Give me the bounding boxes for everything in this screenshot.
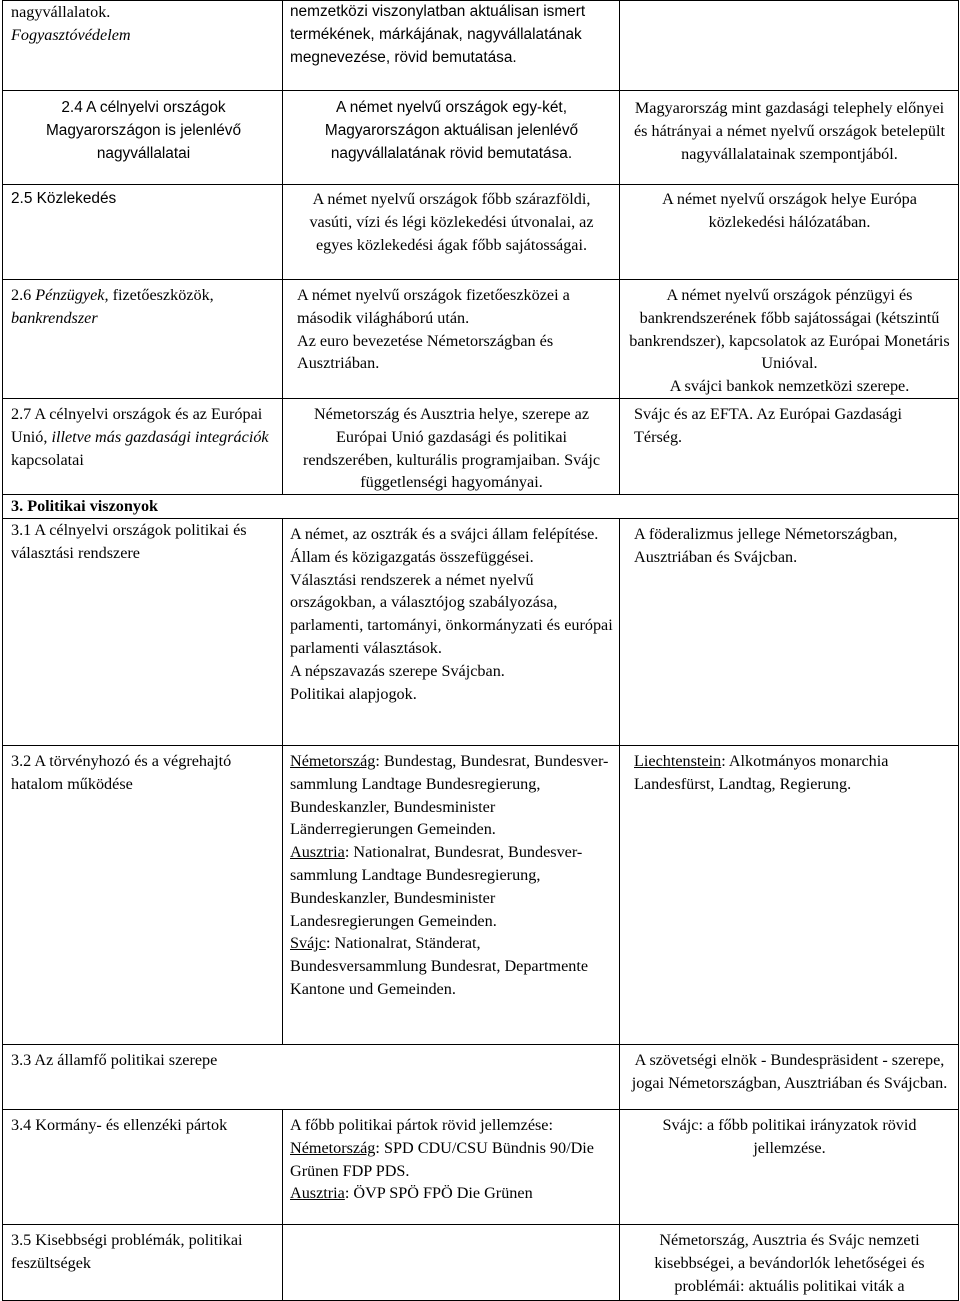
content-cell [283,398,620,494]
section-row [3,495,959,519]
table-row [3,1044,959,1109]
topic-text: nagyvállalatok. [11,3,111,21]
content-text [290,1137,613,1183]
table-row [3,518,959,745]
content-cell [283,91,620,185]
advanced-text: A német nyelvű országok helye Európa közlekedési hálózatában. [662,190,917,231]
section-heading [3,495,283,519]
country-text: : SPD CDU/CSU Bündnis 90/Die Grünen FDP PDS. [290,1138,594,1180]
table-row [3,1,959,91]
topic-cell [3,280,283,399]
content-text: A német nyelvű országok egy-két, Magyarországon aktuálisan jelenlévő nagyvállalatának rövid bemutatása. [324,99,579,162]
section-title: 3. Politikai viszonyok [11,497,159,516]
country-label: Németország [290,751,376,770]
advanced-text: Svájc: a főbb politikai irányzatok rövid jellemzése. [662,1115,917,1157]
content-text: Választási rendszerek a német nyelvű országokban, a választójog szabályozása, parlamenti, tartományi, önkormányzati és európai parlamenti választások. [290,570,613,657]
advanced-cell [620,1044,959,1109]
table-row [3,745,959,1044]
topic-italic: bankrendszer [11,308,98,327]
country-text: : Bundestag, Bundesrat, Bundesver- sammlung Landtage Bundesregierung, Bundeskanzler, Bundesminister Länderregierungen Gemeinden. [290,751,609,839]
table-row [3,91,959,185]
country-text: : Nationalrat, Ständerat, Bundesversammlung Bundesrat, Departmente Kantone und Gemeinden. [290,934,589,998]
country-label: Svájc [290,934,326,953]
topic-cell [3,398,283,494]
content-text: A német nyelvű országok fizetőeszközei a második világháború után. [297,286,570,327]
topic-text: 2.4 A célnyelvi országok Magyarországon is jelenlévő nagyvállalatai [45,99,242,162]
topic-text [11,284,276,330]
content-text [290,932,613,1000]
advanced-text: Svájc és az EFTA. Az Európai Gazdasági Térség. [634,404,902,446]
content-text: A német, az osztrák és a svájci állam felépítése. [290,524,599,543]
advanced-text: A német nyelvű országok pénzügyi és bankrendszerének főbb sajátosságai (kétszintű bankrendszer), kapcsolatok az Európai Monetáris Unióval. [629,286,950,373]
advanced-text: Németország, Ausztria és Svájc nemzeti kisebbségei, a bevándorlók lehetőségei és problémái: aktuális politikai viták a [654,1230,925,1295]
topic-text: 3.2 A törvényhozó és a végrehajtó hatalom működése [11,751,232,793]
content-cell [283,1,620,91]
table-row [3,280,959,399]
advanced-text: A föderalizmus jellege Németországban, Ausztriában és Svájcban. [634,524,898,566]
topic-plain: kapcsolatai [11,450,84,469]
empty-cell [283,495,620,519]
topic-text [11,403,276,471]
topic-cell [3,1,283,91]
topic-text: 2.5 Közlekedés [11,190,117,207]
topic-italic: Pénzügyek, [35,286,109,304]
advanced-cell [620,745,959,1044]
topic-cell [3,1224,283,1300]
advanced-cell [620,91,959,185]
content-text [290,1182,613,1205]
content-cell [283,518,620,745]
topic-number: 2.6 [11,286,32,304]
topic-plain: 2.7 A célnyelvi országok és az Európai Unió, [11,404,263,446]
advanced-text: Magyarország mint gazdasági telephely előnyei és hátrányai a német nyelvű országok betelepült nagyvállalatainak szempontjából. [633,99,946,163]
country-text: : Nationalrat, Bundesrat, Bundesver- sammlung Landtage Bundesregierung, Bundeskanzler, Bundesminister Landesregierungen Gemeinden. [290,843,583,930]
content-text: Politikai alapjogok. [290,684,417,703]
advanced-cell [620,185,959,280]
table-row [3,398,959,494]
advanced-text [634,750,952,796]
topic-text: 3.5 Kisebbségi problémák, politikai feszültségek [11,1230,243,1272]
content-text: nemzetközi viszonylatban aktuálisan ismert termékének, márkájának, nagyvállalatának megnevezése, rövid bemutatása. [290,3,586,66]
content-cell [283,1224,620,1300]
table-row [3,1224,959,1300]
topic-text: 3.3 Az államfő politikai szerepe [11,1050,218,1069]
topic-text: 3.1 A célnyelvi országok politikai és választási rendszere [11,520,247,562]
country-label: Németország [290,1138,376,1157]
content-text [290,750,613,841]
content-text: A német nyelvű országok főbb szárazföldi, vasúti, vízi és légi közlekedési útvonalai, az egyes közlekedési ágak főbb sajátosságai. [309,190,594,254]
advanced-cell [620,280,959,399]
topic-text: 3.4 Kormány- és ellenzéki pártok [11,1115,228,1134]
advanced-cell [620,398,959,494]
curriculum-table [2,0,959,1301]
content-text: A főbb politikai pártok rövid jellemzése: [290,1115,553,1134]
empty-cell [620,495,959,519]
table-row [3,185,959,280]
country-label: Ausztria [290,843,345,862]
country-text: : ÖVP SPÖ FPÖ Die Grünen [344,1184,533,1203]
country-text: : Alkotmányos monarchia Landesfürst, Landtag, Regierung. [634,751,889,793]
content-cell [283,1109,620,1224]
content-cell [283,280,620,399]
topic-cell [3,518,283,745]
content-cell [283,745,620,1044]
topic-cell [3,185,283,280]
topic-cell [3,1109,283,1224]
country-label: Ausztria [290,1184,345,1203]
table-row [3,1109,959,1224]
topic-cell [3,1044,283,1109]
advanced-cell [620,1,959,91]
topic-cell [3,91,283,185]
content-text: Az euro bevezetése Németországban és Ausztriában. [297,331,554,373]
content-cell [283,185,620,280]
topic-text: Fogyasztóvédelem [11,25,131,44]
country-label: Liechtenstein [634,751,722,770]
topic-plain: fizetőeszközök, [112,286,214,304]
topic-cell [3,745,283,1044]
content-text: Németország és Ausztria helye, szerepe az Európai Unió gazdasági és politikai rendszerében, kulturális programjaiban. Svájc függetlenségi hagyományai. [302,404,601,492]
advanced-cell [620,1224,959,1300]
advanced-text: A svájci bankok nemzetközi szerepe. [669,377,910,396]
content-text: A népszavazás szerepe Svájcban. [290,661,505,680]
advanced-cell [620,1109,959,1224]
advanced-cell [620,518,959,745]
empty-cell [283,1044,620,1109]
topic-italic: illetve más gazdasági integrációk [51,427,269,446]
content-text: Állam és közigazgatás összefüggései. [290,547,534,566]
advanced-text: A szövetségi elnök - Bundespräsident - szerepe, jogai Németországban, Ausztriában és Svájcban. [631,1050,948,1092]
content-text [290,841,613,932]
